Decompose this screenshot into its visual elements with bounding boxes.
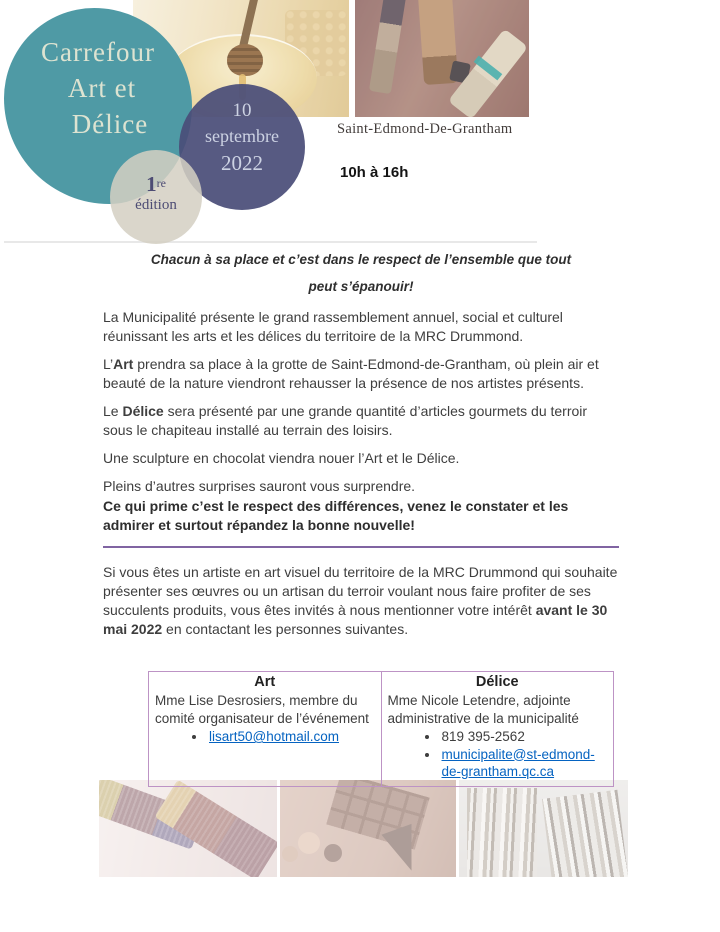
edition-number	[110, 172, 202, 195]
contact-table-row	[149, 672, 614, 787]
purple-divider-line	[103, 546, 619, 548]
date-year: 2022	[221, 151, 263, 175]
chocolate-truffle-shape	[298, 832, 320, 854]
palette-knife-shape	[369, 0, 407, 94]
municipality-email-link[interactable]: municipalite@st-edmond-de-grantham.qc.ca	[441, 746, 595, 779]
contact-art-title: Art	[254, 674, 276, 690]
contact-delice-person: Mme Nicole Letendre, adjointe administrative de la municipalité	[387, 693, 579, 726]
date-month: septembre	[205, 126, 279, 146]
header-divider-line	[4, 241, 537, 243]
art-email-link[interactable]: lisart50@hotmail.com	[209, 729, 339, 744]
paragraph-surprises: Pleins d’autres surprises sauront vous surprendre.	[103, 478, 416, 494]
chocolate-truffle-shape	[324, 844, 342, 862]
content-column	[103, 246, 619, 787]
contact-delice-phone-item	[440, 728, 608, 746]
chocolate-photo	[280, 780, 456, 877]
bold-word-art: Art	[113, 356, 134, 372]
text-fragment: Si vous êtes un artiste en art visuel du territoire de la MRC Drummond qui souhaite présenter ses œuvres ou un artisan du terroir voulant nous faire profiter de ses succulents produits, vous êtes invités à nous mentionner votre intérêt	[103, 564, 618, 618]
paragraph-sculpture: Une sculpture en chocolat viendra nouer l’Art et le Délice.	[103, 450, 460, 466]
paragraph-delice	[103, 402, 619, 440]
date-day: 10	[232, 100, 252, 121]
text-fragment: en contactant les personnes suivantes.	[162, 621, 409, 637]
bold-word-delice: Délice	[122, 403, 164, 419]
bold-deadline: avant le 30 mai 2022	[103, 602, 608, 637]
edition-circle	[110, 150, 202, 244]
hours-text: 10h à 16h	[340, 164, 409, 181]
brushes-in-jars-photo	[459, 780, 628, 877]
paragraph-respect: Ce qui prime c’est le respect des différences, venez le constater et les admirer et surtout répandez la bonne nouvelle!	[103, 498, 569, 533]
flat-paintbrushes-photo	[99, 780, 277, 877]
text-fragment: Le	[103, 403, 123, 419]
paint-tubes-photo	[355, 0, 529, 117]
contact-delice-title: Délice	[475, 674, 519, 690]
text-fragment: sera présenté par une grande quantité d’articles gourmets du terroir sous le chapiteau installé au terrain des loisirs.	[103, 403, 588, 438]
chocolate-truffle-shape	[282, 846, 298, 862]
contact-delice-email-item	[440, 746, 608, 781]
contact-delice-list	[388, 728, 608, 781]
logo-title-line3: Délice	[71, 109, 149, 139]
contact-cell-art	[149, 672, 382, 787]
paragraph-art	[103, 355, 619, 393]
edition-word: édition	[135, 197, 177, 213]
intro-quote-line1: Chacun à sa place et c’est dans le respect de l’ensemble que tout	[150, 252, 572, 267]
intro-quote-line2: peut s’épanouir!	[308, 279, 414, 294]
footer-photo-strip	[99, 780, 628, 877]
contact-art-person: Mme Lise Desrosiers, membre du comité organisateur de l’événement	[155, 693, 369, 726]
phone-number: 819 395-2562	[441, 729, 525, 744]
brush-bundle-shape	[467, 788, 537, 877]
paragraph-invitation	[103, 563, 619, 639]
edition-ordinal-suffix: re	[156, 176, 166, 190]
paintbrush-shape	[154, 780, 277, 877]
logo-title-line1: Carrefour	[41, 37, 155, 67]
brush-bundle-shape	[542, 790, 628, 877]
contact-art-email-item	[207, 728, 375, 746]
logo-title-line2: Art et	[67, 73, 137, 103]
text-fragment: L’	[103, 356, 114, 372]
contact-table	[148, 671, 614, 787]
contact-cell-delice	[381, 672, 614, 787]
edition-digit: 1	[146, 172, 157, 196]
paragraph-municipalite: La Municipalité présente le grand rassemblement annuel, social et culturel réunissant les arts et les délices du territoire de la MRC Drummond.	[103, 309, 563, 344]
text-fragment: prendra sa place à la grotte de Saint-Edmond-de-Grantham, où plein air et beauté de la nature viendront rehausser la présence de nos artistes présents.	[103, 356, 599, 391]
contact-art-list	[155, 728, 375, 746]
location-text: Saint-Edmond-De-Grantham	[337, 121, 513, 137]
honey-dipper-head-shape	[227, 44, 263, 76]
